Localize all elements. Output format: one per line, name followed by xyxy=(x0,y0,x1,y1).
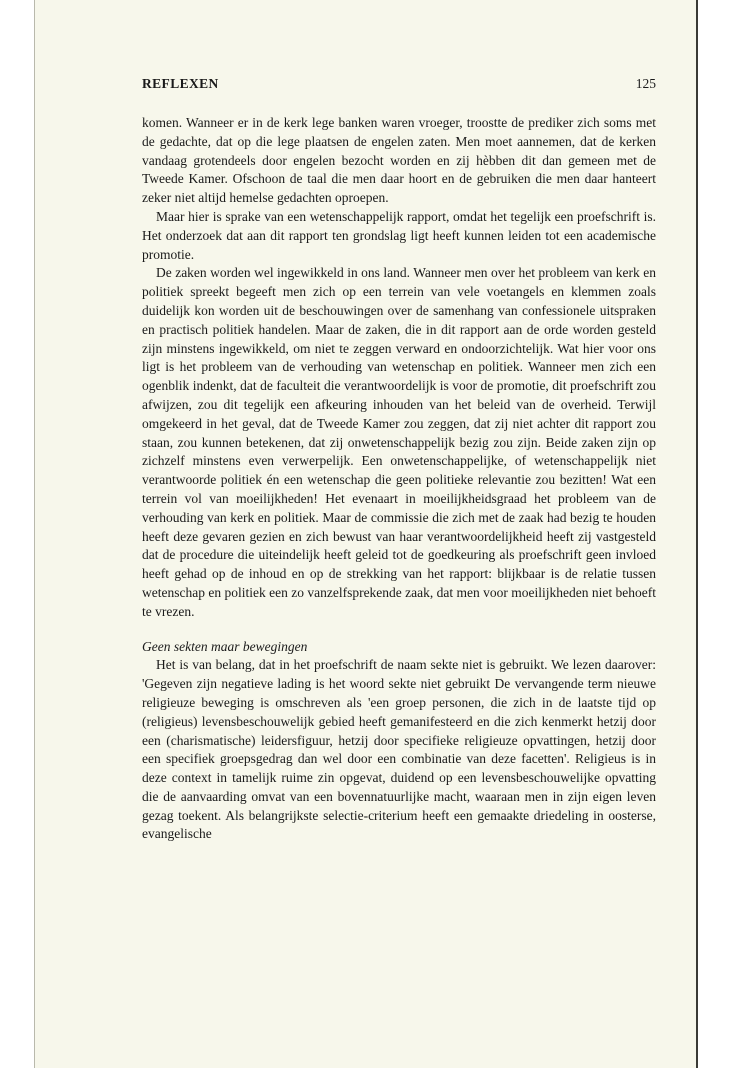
running-header xyxy=(142,76,656,98)
running-title: REFLEXEN xyxy=(142,76,219,91)
paragraph: Maar hier is sprake van een wetenschappelijk rapport, omdat het tegelijk een proefschrift is. Het onderzoek dat aan dit rapport ten grondslag ligt heeft kunnen leiden tot een academische promotie. xyxy=(142,208,656,262)
paragraph: De zaken worden wel ingewikkeld in ons land. Wanneer men over het probleem van kerk en politiek spreekt begeeft men zich op een terrein van vele voetangels en klemmen zoals duidelijk kon worden uit de beschouwingen over de samenhang van confessionele uitspraken en practisch politiek handelen. Maar de zaken, die in dit rapport aan de orde worden gesteld zijn minstens ingewikkeld, om niet te zeggen verward en ondoorzichtelijk. Wat hier voor ons ligt is het probleem van de verhouding van wetenschap en politiek. Wanneer men zich een ogenblik indenkt, dat de faculteit die verantwoordelijk is voor de promotie, dit proefschrift zou afwijzen, zou dit tegelijk een afkeuring inhouden van het beleid van de overheid. Terwijl omgekeerd in het geval, dat de Tweede Kamer zou zeggen, dat zij niet achter dit rapport zou staan, zou kunnen betekenen, dat zij onwetenschappelijk bezig zou zijn. Beide zaken zijn op zichzelf minstens even verwerpelijk. Een onwetenschappelijke, of wetenschappelijk niet verantwoorde politiek én een wetenschap die geen politieke relevantie zou bezitten! Wat een terrein vol van moeilijkheden! Het evenaart in moeilijkheidsgraad het probleem van de verhouding van kerk en politiek. Maar de commissie die zich met de zaak had bezig te houden heeft deze gevaren gezien en zich bewust van haar verantwoordelijkheid heeft zij vastgesteld dat de procedure die uiteindelijk heeft geleid tot de goedkeuring als proefschrift geen invloed heeft gehad op de inhoud en op de strekking van het rapport: blijkbaar is de relatie tussen wetenschap en politiek een zo vanzelfsprekende zaak, dat men voor moeilijkheden niet behoeft te vrezen. xyxy=(142,265,656,619)
page-number: 125 xyxy=(635,76,656,91)
body-text xyxy=(142,114,656,844)
book-page xyxy=(34,0,698,1068)
paragraph: komen. Wanneer er in de kerk lege banken waren vroeger, troostte de prediker zich soms met de gedachte, dat op die lege plaatsen de engelen zaten. Men moet aannemen, dat de kerken vandaag grotendeels door engelen bezocht worden en zij hèbben dit dan gemeen met de Tweede Kamer. Ofschoon de taal die men daar hoort en de gebruiken die men daar hanteert zeker niet altijd hemelse gedachten oproepen. xyxy=(142,115,656,206)
paragraph: Het is van belang, dat in het proefschrift de naam sekte niet is gebruikt. We lezen daarover: 'Gegeven zijn negatieve lading is het woord sekte niet gebruikt De vervangende term nieuwe religieuze beweging is omschreven als 'een groep personen, die zich in de laatste tijd op (religieus) levensbeschouwelijk gebied heeft gemanifesteerd en die zich kenmerkt hetzij door een (charismatische) leidersfiguur, hetzij door specifieke religieuze opvattingen, hetzij door een specifiek groepsgedrag dan wel door een combinatie van deze facetten'. Religieus is in deze context in tamelijk ruime zin opgevat, duidend op een levensbeschouwelijke opvatting die de aanvaarding omvat van een bovennatuurlijke macht, waaraan men in zijn eigen leven gezag toekent. Als belangrijkste selectie-criterium heeft een gemaakte driedeling in oosterse, evangelische xyxy=(142,657,656,842)
section-heading: Geen sekten maar bewegingen xyxy=(142,638,308,654)
